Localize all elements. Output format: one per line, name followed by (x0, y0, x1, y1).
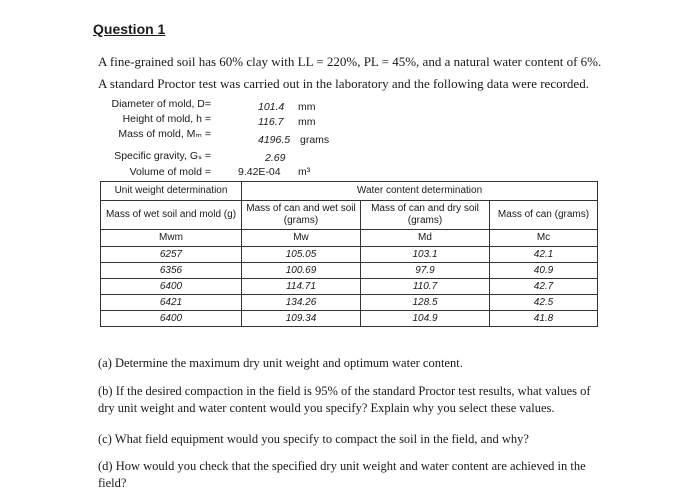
table-cell: 41.8 (490, 311, 598, 327)
table-row (101, 311, 598, 327)
param-label: Diameter of mold, D= (111, 98, 211, 110)
column-header: Mass of can and wet soil (grams) (242, 201, 361, 230)
param-value: 101.4 (258, 101, 285, 113)
param-label: Volume of mold = (129, 166, 211, 178)
param-value: 9.42E-04 (238, 166, 281, 178)
water-content-group-header: Water content determination (242, 182, 598, 201)
column-symbol: Mw (242, 230, 361, 247)
intro-line-1: A fine-grained soil has 60% clay with LL = 220%, PL = 45%, and a natural water content of 6%. (98, 54, 602, 69)
column-symbol: Md (361, 230, 490, 247)
table-row (101, 295, 598, 311)
table-cell: 100.69 (242, 263, 361, 279)
question-d: (d) How would you check that the specified dry unit weight and water content are achieved in the field? (98, 459, 586, 490)
table-cell: 97.9 (361, 263, 490, 279)
table-cell: 105.05 (242, 247, 361, 263)
table-cell: 42.7 (490, 279, 598, 295)
table-group-header (101, 182, 598, 201)
param-unit: mm (298, 116, 316, 128)
table-row (101, 247, 598, 263)
table-cell: 109.34 (242, 311, 361, 327)
param-label: Height of mold, h = (122, 113, 211, 125)
table-cell: 128.5 (361, 295, 490, 311)
intro-line-2: A standard Proctor test was carried out in the laboratory and the following data were recorded. (98, 76, 589, 91)
param-value: 2.69 (265, 152, 286, 164)
unit-weight-group-header: Unit weight determination (101, 182, 242, 201)
column-header: Mass of can and dry soil (grams) (361, 201, 490, 230)
param-label: Specific gravity, Gₛ = (114, 150, 211, 162)
table-cell: 6356 (101, 263, 242, 279)
param-unit: mm (298, 101, 316, 113)
param-unit: m³ (298, 166, 311, 178)
table-cell: 104.9 (361, 311, 490, 327)
table-cell: 42.1 (490, 247, 598, 263)
table-cell: 114.71 (242, 279, 361, 295)
param-value: 116.7 (258, 116, 284, 128)
table-cell: 6400 (101, 311, 242, 327)
data-table (100, 181, 598, 327)
column-symbol: Mc (490, 230, 598, 247)
table-column-headers (101, 201, 598, 230)
question-b: (b) If the desired compaction in the field is 95% of the standard Proctor test results, what values of dry unit weight and water content would you specify? Explain why you select these values. (98, 384, 591, 415)
question-a: (a) Determine the maximum dry unit weight and optimum water content. (98, 356, 463, 370)
table-cell: 6400 (101, 279, 242, 295)
column-symbol: Mwm (101, 230, 242, 247)
table-cell: 6421 (101, 295, 242, 311)
table-cell: 103.1 (361, 247, 490, 263)
column-header: Mass of can (grams) (490, 201, 598, 230)
param-unit: grams (300, 134, 330, 146)
question-title: Question 1 (93, 21, 166, 37)
param-value: 4196.5 (258, 134, 291, 146)
table-row (101, 263, 598, 279)
table-row (101, 279, 598, 295)
table-cell: 134.26 (242, 295, 361, 311)
table-cell: 6257 (101, 247, 242, 263)
param-label: Mass of mold, Mₘ = (118, 128, 211, 140)
table-cell: 40.9 (490, 263, 598, 279)
table-symbol-row (101, 230, 598, 247)
table-cell: 110.7 (361, 279, 490, 295)
question-c: (c) What field equipment would you specify to compact the soil in the field, and why? (98, 432, 529, 446)
column-header: Mass of wet soil and mold (g) (101, 201, 242, 230)
table-cell: 42.5 (490, 295, 598, 311)
